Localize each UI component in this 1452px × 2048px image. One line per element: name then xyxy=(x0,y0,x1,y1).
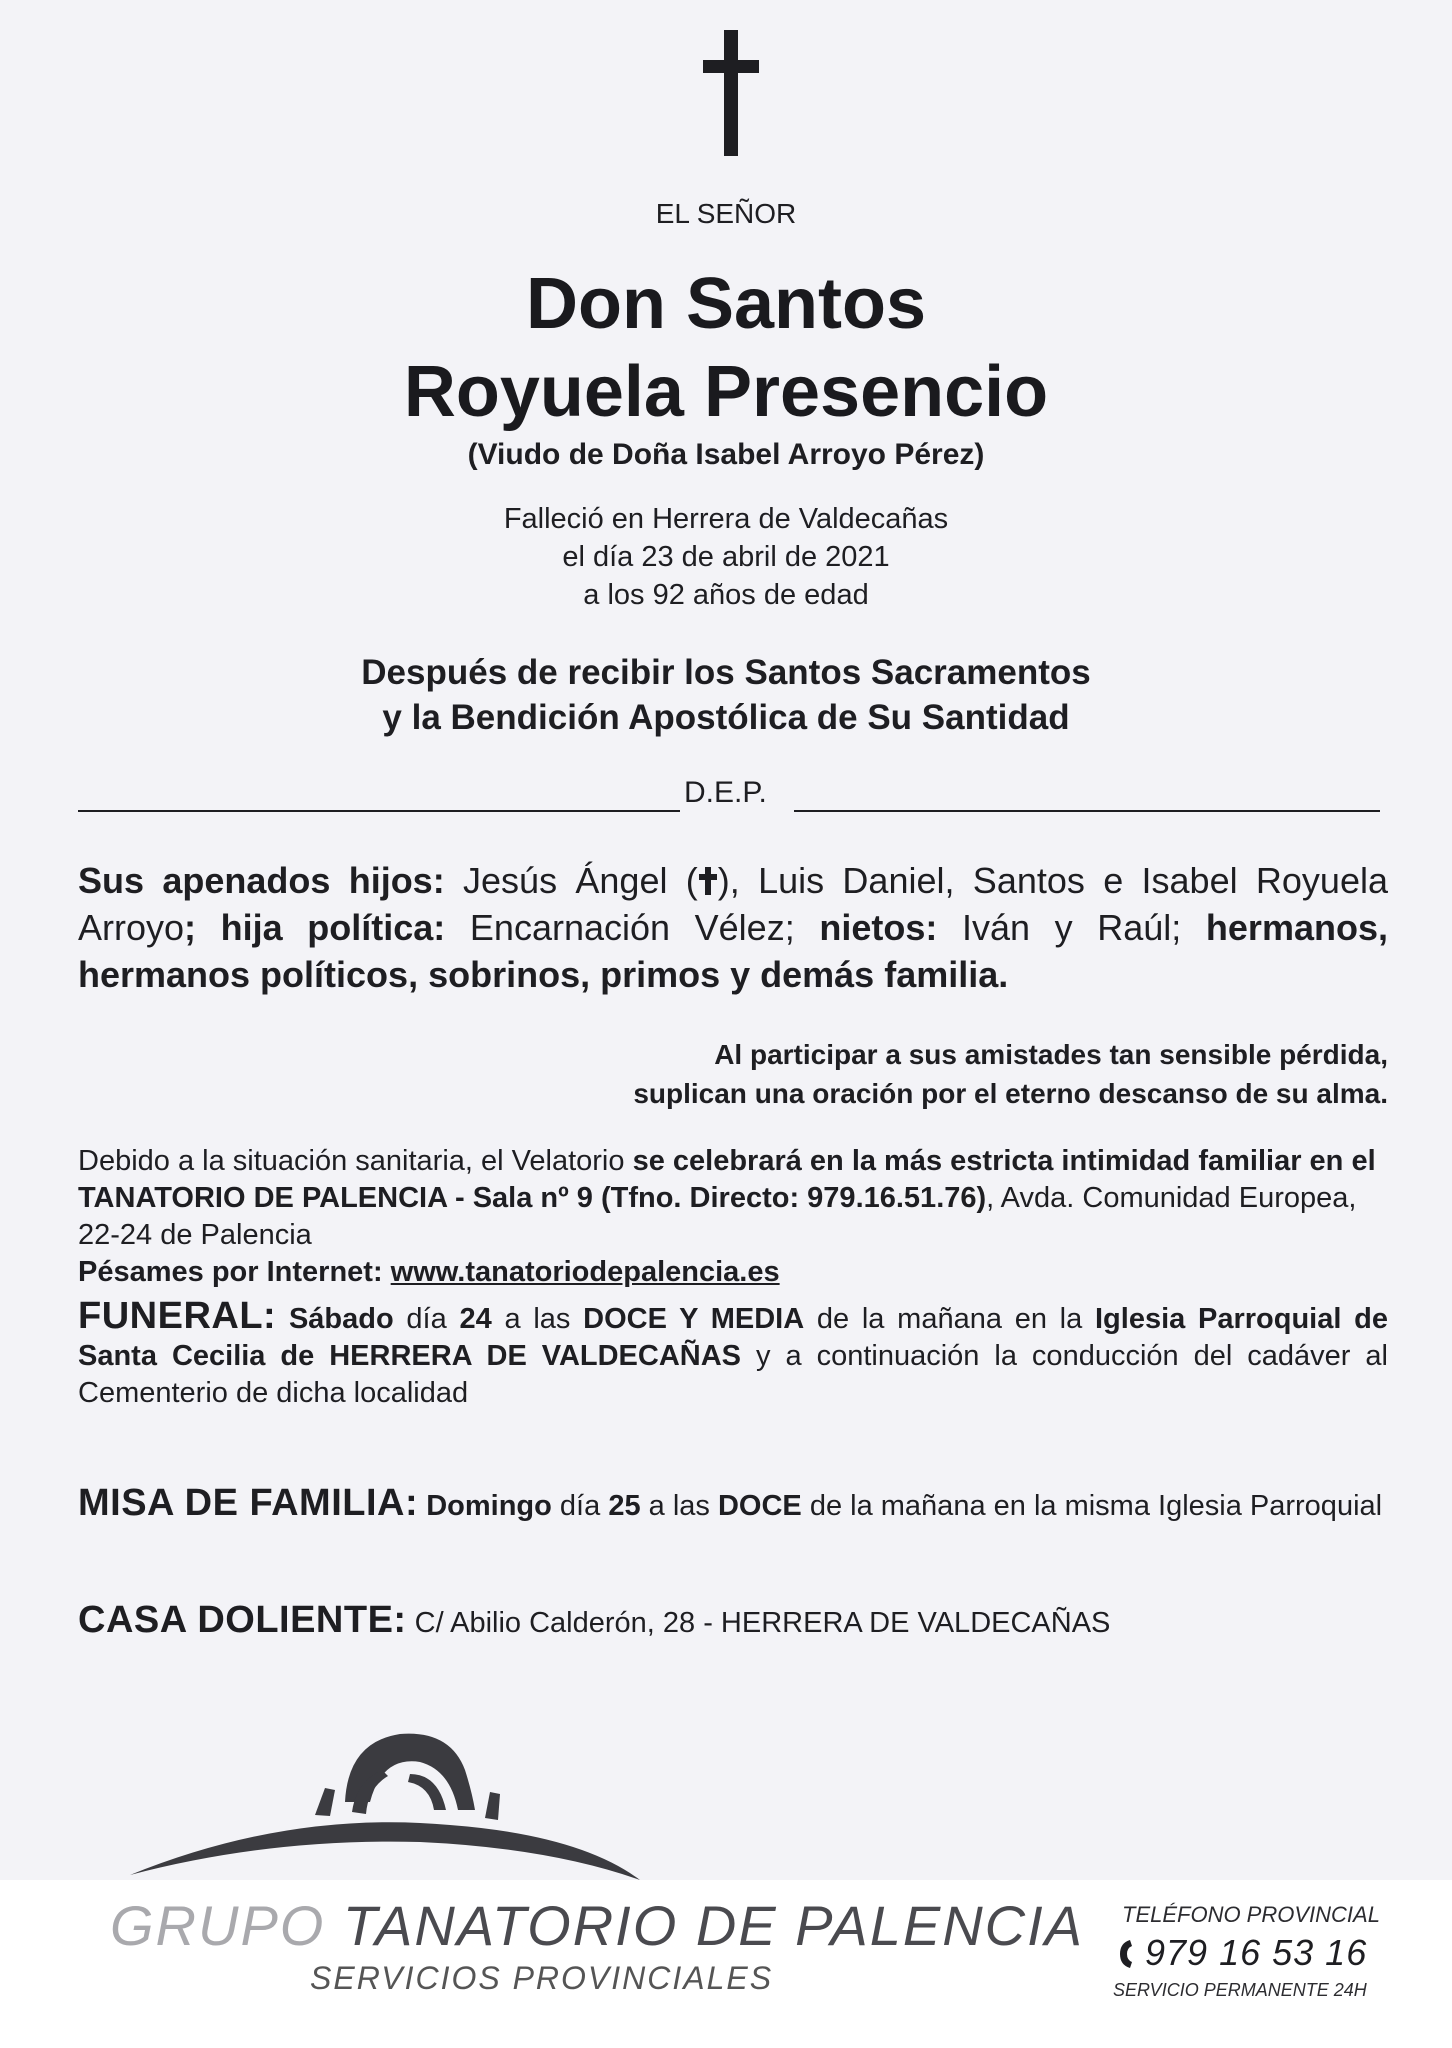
condolences-label: Pésames por Internet: xyxy=(78,1256,383,1288)
participation-line2: suplican una oración por el eterno descanso de su alma. xyxy=(633,1078,1388,1109)
misa-text-2: a las xyxy=(648,1490,710,1522)
phone-line xyxy=(1118,1932,1367,1974)
family-mass-paragraph xyxy=(78,1482,1388,1525)
velatorio-paragraph xyxy=(78,1143,1388,1291)
service-note: SERVICIO PERMANENTE 24H xyxy=(1113,1980,1367,2000)
title-label: EL SEÑOR xyxy=(655,198,797,229)
funeral-text-1: día xyxy=(406,1303,447,1335)
children-a: Jesús Ángel ( xyxy=(463,860,698,901)
funeral-label: FUNERAL: xyxy=(78,1295,277,1337)
misa-text-1: día xyxy=(559,1490,601,1522)
funeral-day-number: 24 xyxy=(459,1303,492,1335)
sacraments-line1: Después de recibir los Santos Sacramentos xyxy=(361,653,1091,692)
grandchildren-label: nietos: xyxy=(819,907,938,948)
divider-line-left xyxy=(78,810,680,812)
condolences-link[interactable]: www.tanatoriodepalencia.es xyxy=(390,1256,780,1288)
deceased-name-line2: Royuela Presencio xyxy=(403,352,1049,432)
death-place: Falleció en Herrera de Valdecañas xyxy=(503,503,949,535)
family-paragraph: Sus apenados hijos: Jesús Ángel ( ), Luis Daniel, Santos e Isabel Royuela Arroyo; hija política: Encarnación Vélez; nietos: Iván y Raúl; hermanos, hermanos políticos, sobrinos, primos y demás familia. xyxy=(78,860,1388,995)
funeral-text-3: de la mañana en la xyxy=(816,1303,1083,1335)
daughter-in-law-label: hija política: xyxy=(220,907,446,948)
funeral-text-2: a las xyxy=(504,1303,571,1335)
widow-note: (Viudo de Doña Isabel Arroyo Pérez) xyxy=(467,438,985,471)
cross-icon xyxy=(703,30,759,156)
tanatorio-logo xyxy=(120,1730,680,1890)
small-cross-icon xyxy=(698,866,718,896)
grandchildren: Iván y Raúl; xyxy=(961,907,1182,948)
dep-divider xyxy=(78,772,1380,818)
mourning-house xyxy=(78,1600,1388,1643)
death-info xyxy=(0,500,1452,614)
brand-dark: TANATORIO DE PALENCIA xyxy=(342,1894,1085,1957)
casa-address: C/ Abilio Calderón, 28 - HERRERA DE VALDECAÑAS xyxy=(414,1607,1111,1639)
phone-number[interactable]: 979 16 53 16 xyxy=(1145,1932,1368,1973)
children-b: ), Luis Daniel, Santos e Isabel Royuela Arroyo xyxy=(78,860,1388,948)
brand-light: GRUPO xyxy=(110,1894,326,1957)
footer-brand xyxy=(110,1893,1084,1958)
casa-label: CASA DOLIENTE: xyxy=(78,1599,407,1641)
misa-time: DOCE xyxy=(717,1490,802,1522)
phone-icon xyxy=(1118,1939,1134,1969)
funeral-time: DOCE Y MEDIA xyxy=(583,1303,805,1335)
sacraments-line2: y la Bendición Apostólica de Su Santidad xyxy=(382,698,1070,737)
death-age: a los 92 años de edad xyxy=(583,579,869,611)
participation-line1: Al participar a sus amistades tan sensible pérdida, xyxy=(714,1039,1388,1070)
funeral-paragraph xyxy=(78,1295,1389,1412)
funeral-day-word: Sábado xyxy=(288,1303,394,1335)
funeral-text-4: y a continuación la conducción del cadáver al Cementerio de dicha localidad xyxy=(78,1340,1388,1409)
death-date: el día 23 de abril de 2021 xyxy=(562,541,890,573)
misa-day-word: Domingo xyxy=(426,1490,552,1522)
velatorio-intro: Debido a la situación sanitaria, el Velatorio xyxy=(78,1145,625,1177)
velatorio-address: , Avda. Comunidad Europea, 22-24 de Palencia xyxy=(78,1182,1357,1251)
children-label: Sus apenados hijos: xyxy=(78,860,445,901)
deceased-name-line1: Don Santos xyxy=(525,264,926,344)
sacraments-note xyxy=(0,650,1452,740)
misa-label: MISA DE FAMILIA: xyxy=(78,1482,419,1524)
footer-subtitle: SERVICIOS PROVINCIALES xyxy=(310,1960,774,1996)
participation-note xyxy=(500,1035,1388,1113)
dep-text: D.E.P. xyxy=(684,776,767,809)
misa-text-3: de la mañana en la misma Iglesia Parroquial xyxy=(809,1490,1383,1522)
daughter-in-law: Encarnación Vélez; xyxy=(469,907,795,948)
funeral-place: Iglesia Parroquial de Santa Cecilia de HERRERA DE VALDECAÑAS xyxy=(78,1303,1389,1372)
other-relatives: hermanos, hermanos políticos, sobrinos, primos y demás familia. xyxy=(78,907,1388,995)
velatorio-details: se celebrará en la más estricta intimidad familiar en el TANATORIO DE PALENCIA - Sala nº 9 (Tfno. Directo: 979.16.51.76) xyxy=(78,1145,1376,1214)
divider-line-right xyxy=(794,810,1380,812)
phone-label: TELÉFONO PROVINCIAL xyxy=(1122,1902,1380,1927)
misa-day-number: 25 xyxy=(608,1490,641,1522)
condolences-line xyxy=(78,1254,1388,1291)
